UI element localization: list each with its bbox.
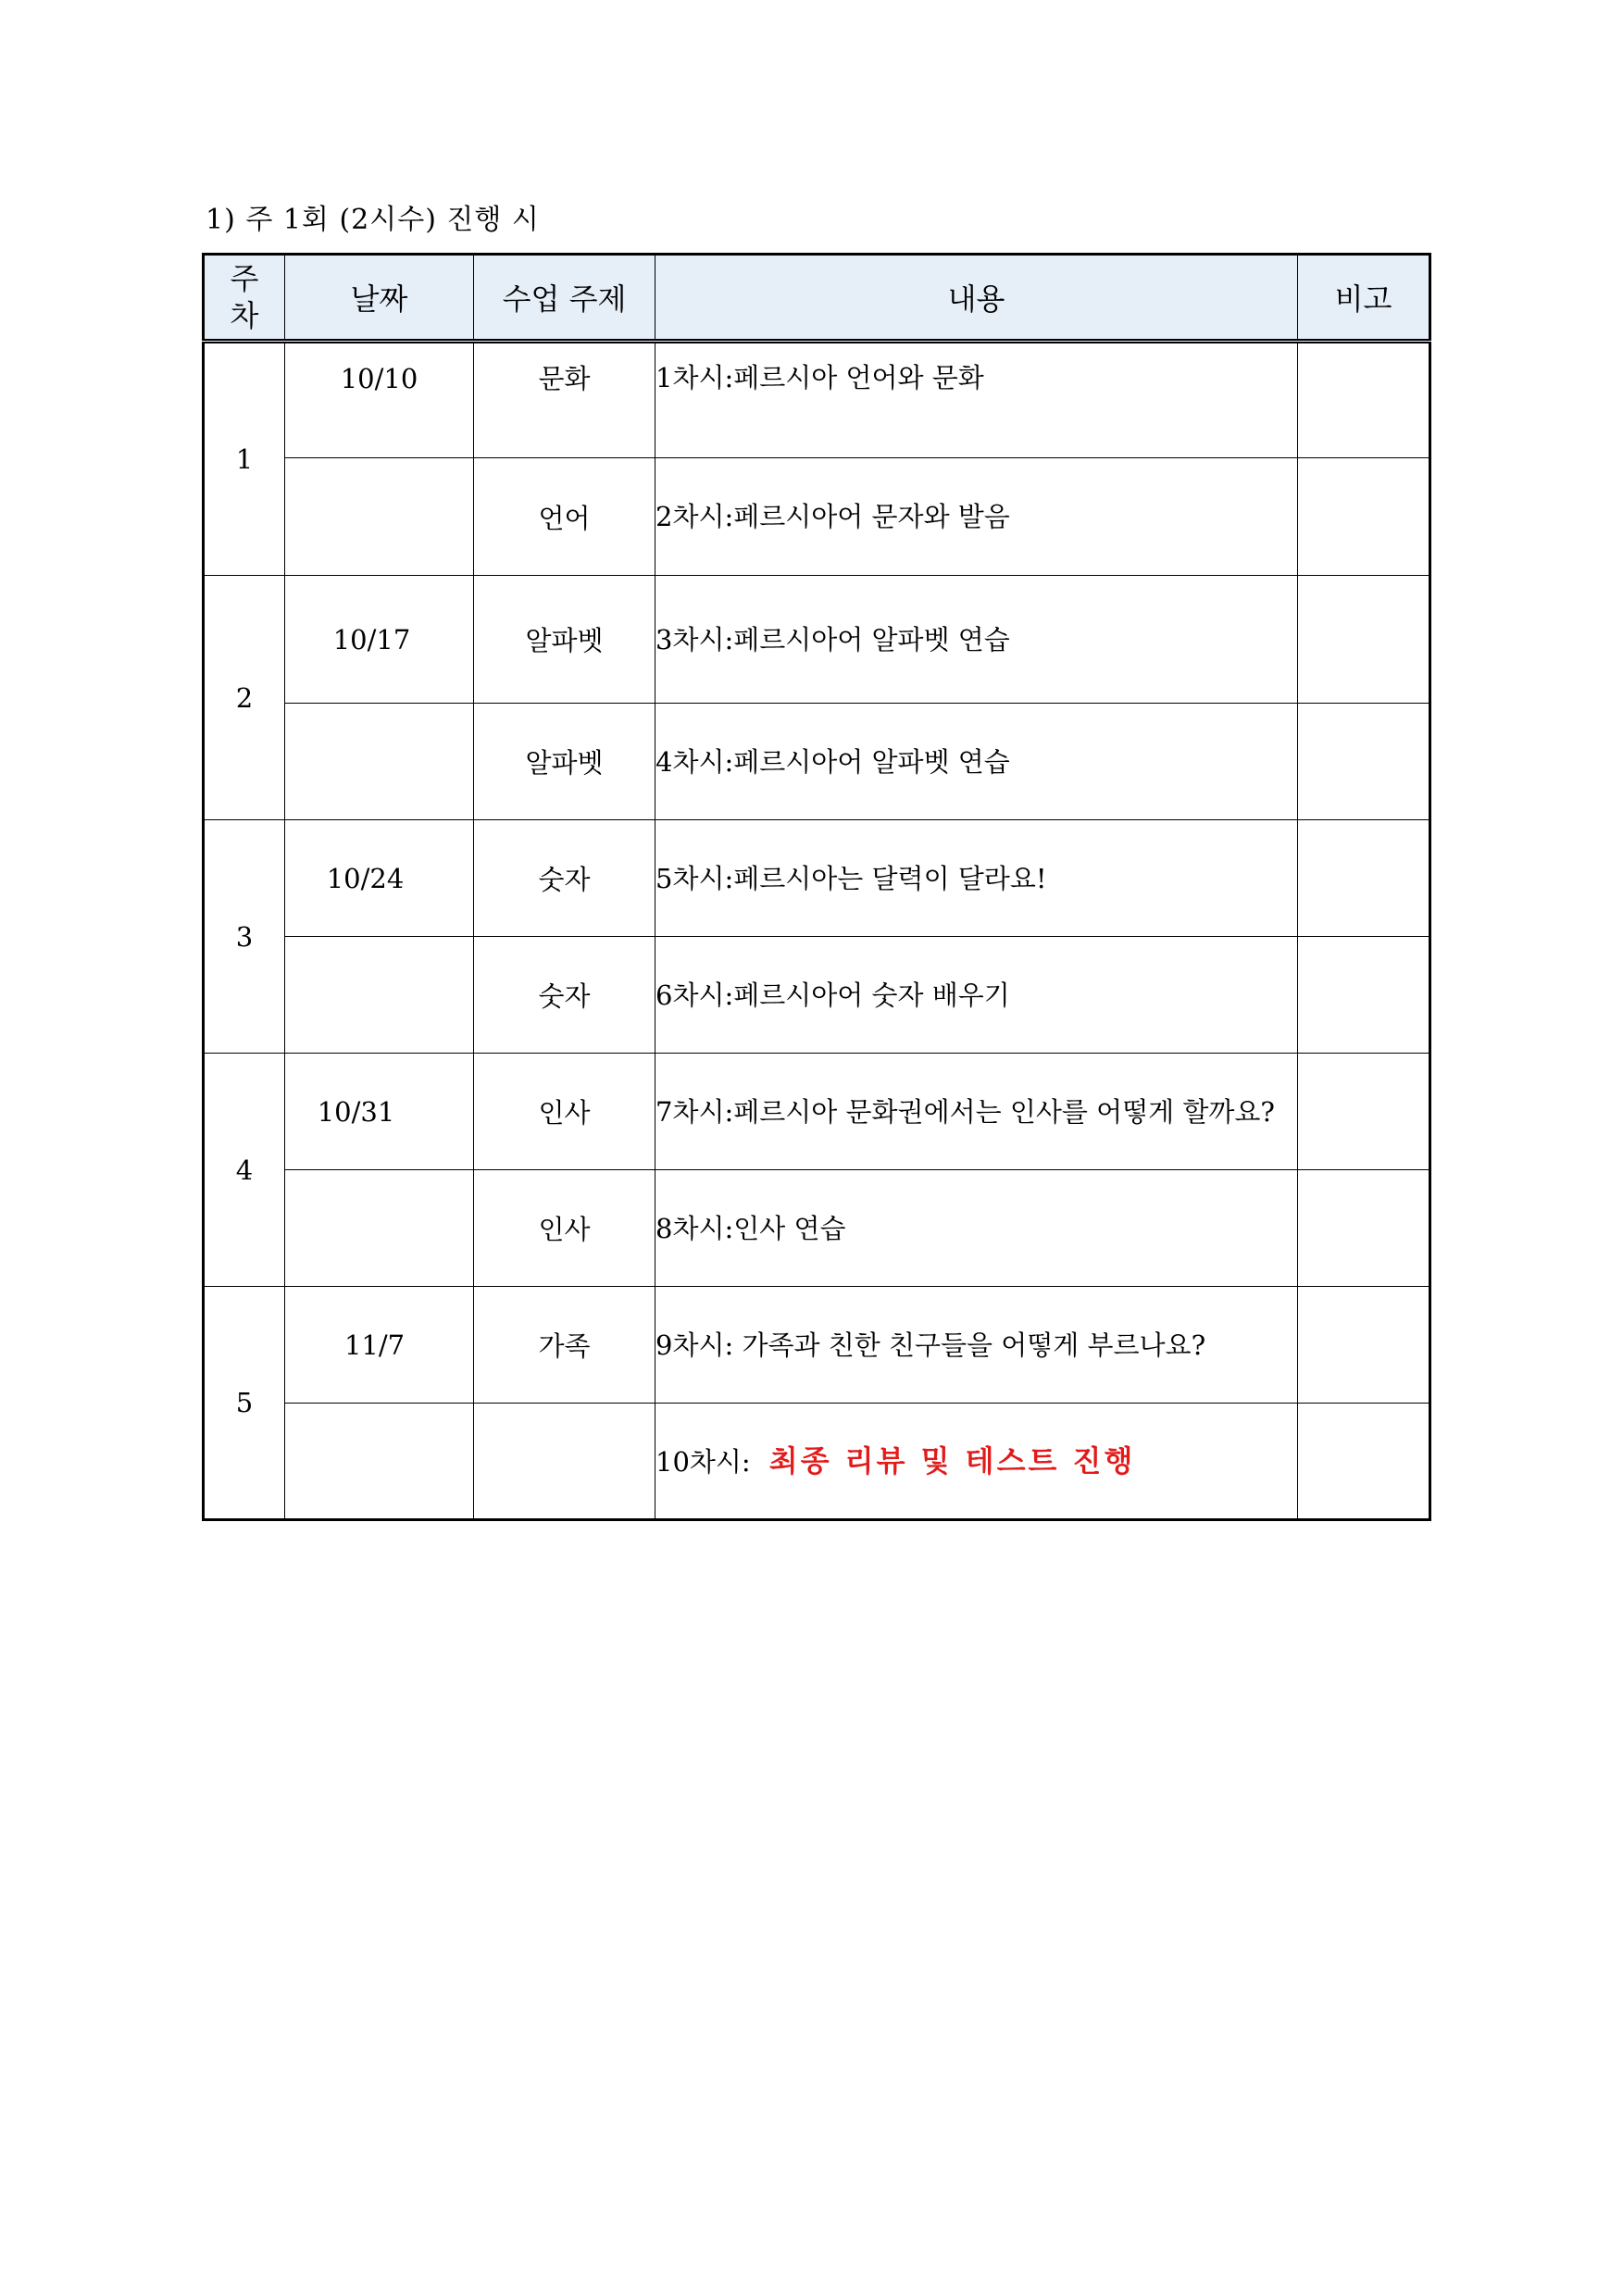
topic-cell: 인사	[474, 1170, 655, 1287]
topic-cell: 언어	[474, 458, 655, 576]
week-cell: 2	[204, 576, 285, 820]
date-cell	[285, 1170, 474, 1287]
content-cell	[655, 1404, 1298, 1520]
table-row	[204, 820, 1430, 937]
content-cell: 4차시:페르시아어 알파벳 연습	[655, 704, 1298, 820]
topic-cell: 알파벳	[474, 576, 655, 704]
topic-cell: 알파벳	[474, 704, 655, 820]
date-cell: 10/31	[285, 1054, 474, 1170]
note-cell	[1298, 458, 1430, 576]
header-note: 비고	[1298, 255, 1430, 342]
content-cell: 7차시:페르시아 문화권에서는 인사를 어떻게 할까요?	[655, 1054, 1298, 1170]
table-row	[204, 704, 1430, 820]
content-cell: 1차시:페르시아 언어와 문화	[655, 342, 1298, 458]
note-cell	[1298, 1287, 1430, 1404]
note-cell	[1298, 342, 1430, 458]
date-cell: 11/7	[285, 1287, 474, 1404]
header-week	[204, 255, 285, 342]
topic-cell: 문화	[474, 342, 655, 458]
date-cell	[285, 458, 474, 576]
content-cell: 9차시: 가족과 친한 친구들을 어떻게 부르나요?	[655, 1287, 1298, 1404]
highlighted-final-review-text: 최종 리뷰 및 테스트 진행	[768, 1442, 1136, 1479]
header-week-label: 주 차	[230, 261, 259, 333]
date-cell	[285, 704, 474, 820]
date-cell	[285, 342, 474, 458]
date-cell: 10/24	[285, 820, 474, 937]
header-row	[204, 255, 1430, 342]
header-topic: 수업 주제	[474, 255, 655, 342]
table-caption: 1) 주 1회 (2시수) 진행 시	[206, 204, 540, 236]
content-cell: 5차시:페르시아는 달력이 달라요!	[655, 820, 1298, 937]
table-row	[204, 1287, 1430, 1404]
note-cell	[1298, 576, 1430, 704]
content-cell: 8차시:인사 연습	[655, 1170, 1298, 1287]
schedule-table	[202, 253, 1431, 1521]
content-cell: 6차시:페르시아어 숫자 배우기	[655, 937, 1298, 1054]
header-content: 내용	[655, 255, 1298, 342]
topic-cell	[474, 1404, 655, 1520]
table-row	[204, 458, 1430, 576]
topic-cell: 인사	[474, 1054, 655, 1170]
table-row	[204, 1170, 1430, 1287]
topic-cell: 숫자	[474, 937, 655, 1054]
date-cell	[285, 937, 474, 1054]
header-date: 날짜	[285, 255, 474, 342]
topic-cell: 숫자	[474, 820, 655, 937]
note-cell	[1298, 937, 1430, 1054]
content-cell: 3차시:페르시아어 알파벳 연습	[655, 576, 1298, 704]
table-row	[204, 342, 1430, 458]
date-cell	[285, 1404, 474, 1520]
note-cell	[1298, 820, 1430, 937]
table-row	[204, 1404, 1430, 1520]
table-row	[204, 937, 1430, 1054]
week-cell: 3	[204, 820, 285, 1054]
table-row	[204, 1054, 1430, 1170]
date-cell: 10/17	[285, 576, 474, 704]
date-text: 10/10	[340, 362, 418, 394]
week-cell: 1	[204, 342, 285, 576]
content-cell: 2차시:페르시아어 문자와 발음	[655, 458, 1298, 576]
note-cell	[1298, 1404, 1430, 1520]
note-cell	[1298, 1054, 1430, 1170]
week-cell: 4	[204, 1054, 285, 1287]
week-cell: 5	[204, 1287, 285, 1520]
topic-cell: 가족	[474, 1287, 655, 1404]
note-cell	[1298, 704, 1430, 820]
note-cell	[1298, 1170, 1430, 1287]
content-prefix: 10차시:	[655, 1445, 751, 1478]
table-row	[204, 576, 1430, 704]
